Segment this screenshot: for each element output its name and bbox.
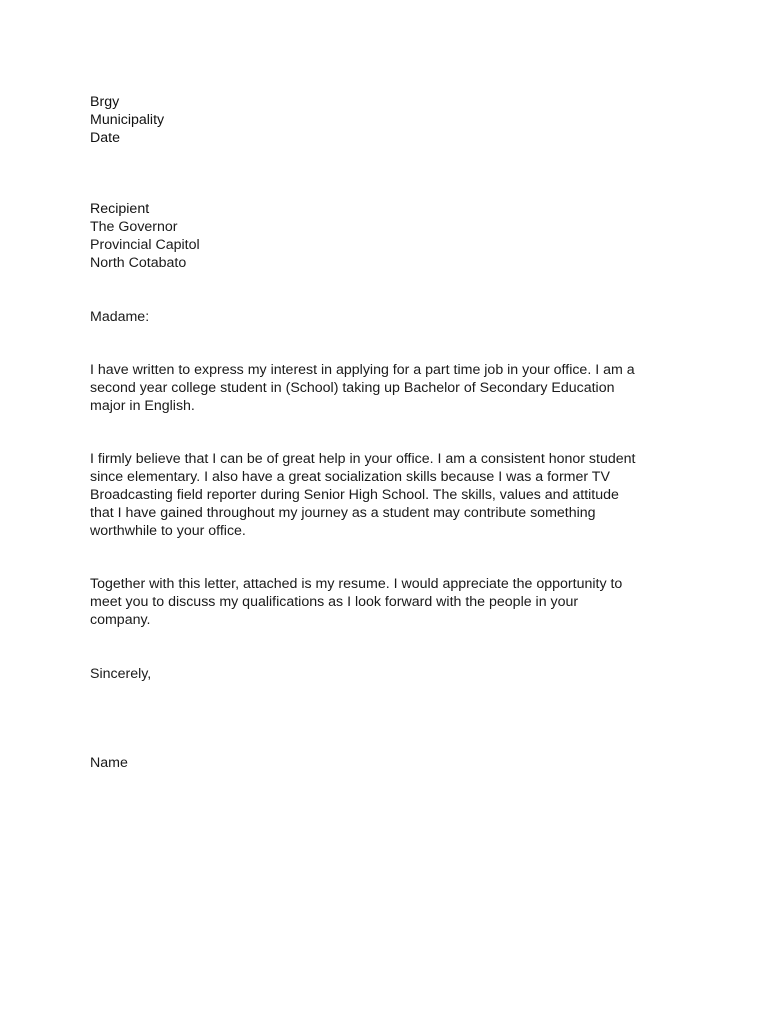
sender-date: Date xyxy=(90,130,120,146)
sender-municipality: Municipality xyxy=(90,112,165,128)
paragraph-line: major in English. xyxy=(90,398,195,414)
paragraph-line: Broadcasting field reporter during Senior High School. The skills, values and attitude xyxy=(90,487,619,503)
paragraph-line: Together with this letter, attached is my resume. I would appreciate the opportunity to xyxy=(90,576,623,592)
paragraph-line: company. xyxy=(90,612,151,628)
paragraph-line: meet you to discuss my qualifications as I look forward with the people in your xyxy=(90,594,579,610)
paragraph-line: second year college student in (School) taking up Bachelor of Secondary Education xyxy=(90,380,615,396)
paragraph-line: I have written to express my interest in applying for a part time job in your office. I am a xyxy=(90,362,635,378)
closing: Sincerely, xyxy=(90,666,152,682)
recipient-office: Provincial Capitol xyxy=(90,237,200,253)
recipient-place: North Cotabato xyxy=(90,255,187,271)
recipient-name: The Governor xyxy=(90,219,178,235)
paragraph-line: worthwhile to your office. xyxy=(90,523,246,539)
paragraph-line: that I have gained throughout my journey as a student may contribute something xyxy=(90,505,596,521)
recipient-label: Recipient xyxy=(90,201,150,217)
signature-name: Name xyxy=(90,755,128,771)
salutation: Madame: xyxy=(90,309,150,325)
sender-brgy: Brgy xyxy=(90,94,120,110)
paragraph-line: I firmly believe that I can be of great help in your office. I am a consistent honor student xyxy=(90,451,636,467)
paragraph-line: since elementary. I also have a great socialization skills because I was a former TV xyxy=(90,469,610,485)
